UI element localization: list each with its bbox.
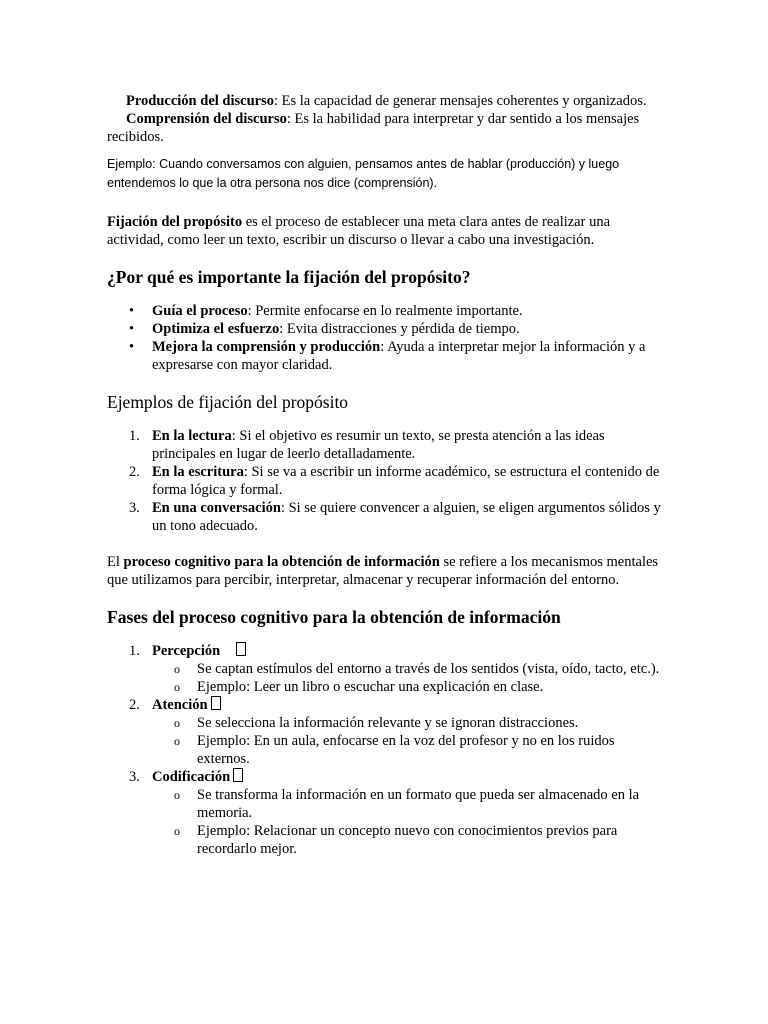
item-term: Guía el proceso <box>152 303 248 319</box>
sub-list <box>152 714 663 768</box>
comprension-term: Comprensión del discurso <box>126 111 287 127</box>
list-item <box>107 642 663 696</box>
comprension-text: : Es la habilidad para interpretar y dar sentido a los mensajes recibidos. <box>107 111 640 145</box>
item-term: Mejora la comprensión y producción <box>152 339 381 355</box>
item-number: 3. <box>129 769 140 785</box>
item-term: Optimiza el esfuerzo <box>152 321 280 337</box>
list-item <box>107 427 663 463</box>
fijacion-paragraph <box>107 213 663 249</box>
comprension-definition <box>107 110 663 146</box>
item-number: 2. <box>129 697 140 713</box>
item-text: : Permite enfocarse en lo realmente importante. <box>247 303 523 319</box>
fases-heading: Fases del proceso cognitivo para la obtención de información <box>107 607 561 627</box>
sub-item: o Se captan estímulos del entorno a través de los sentidos (vista, oído, tacto, etc.). <box>152 660 663 678</box>
list-item <box>107 302 663 320</box>
item-text: : Si se quiere convencer a alguien, se eligen argumentos sólidos y un tono adecuado. <box>152 500 661 534</box>
ejemplos-list <box>107 427 663 535</box>
placeholder-glyph-icon <box>233 768 243 782</box>
proceso-term: proceso cognitivo para la obtención de información <box>123 554 440 570</box>
sub-item: o Ejemplo: Relacionar un concepto nuevo con conocimientos previos para recordarlo mejor. <box>152 822 663 858</box>
produccion-definition <box>107 92 663 110</box>
item-term: Codificación <box>152 769 231 785</box>
sub-list <box>152 786 663 858</box>
proceso-paragraph <box>107 553 663 589</box>
item-text: : Si el objetivo es resumir un texto, se presta atención a las ideas principales en lugar de leerlo detalladamente. <box>152 428 605 462</box>
list-item <box>107 499 663 535</box>
produccion-term: Producción del discurso <box>126 93 274 109</box>
item-term: Percepción <box>152 643 221 659</box>
importancia-heading: ¿Por qué es importante la fijación del propósito? <box>107 267 471 287</box>
item-text: : Evita distracciones y pérdida de tiempo. <box>279 321 520 337</box>
placeholder-glyph-icon <box>211 696 221 710</box>
item-text: : Si se va a escribir un informe académico, se estructura el contenido de forma lógica y formal. <box>152 464 660 498</box>
fijacion-text: es el proceso de establecer una meta clara antes de realizar una actividad, como leer un texto, escribir un discurso o llevar a cabo una investigación. <box>107 214 611 248</box>
item-number: 1. <box>129 428 140 444</box>
list-item <box>107 320 663 338</box>
fases-list <box>107 642 663 858</box>
item-term: En una conversación <box>152 500 281 516</box>
proceso-before: El <box>107 554 124 570</box>
list-item <box>107 768 663 858</box>
item-term: Atención <box>152 697 208 713</box>
list-item <box>107 338 663 374</box>
ejemplo-paragraph: Ejemplo: Cuando conversamos con alguien, pensamos antes de hablar (producción) y luego entendemos lo que la otra persona nos dice (comprensión). <box>107 157 620 190</box>
sub-item: o Se transforma la información en un formato que pueda ser almacenado en la memoria. <box>152 786 663 822</box>
proceso-text: se refiere a los mecanismos mentales que utilizamos para percibir, interpretar, almacenar y recuperar información del entorno. <box>107 554 659 588</box>
sub-item: o Se selecciona la información relevante y se ignoran distracciones. <box>152 714 663 732</box>
sub-item: o Ejemplo: En un aula, enfocarse en la voz del profesor y no en los ruidos externos. <box>152 732 663 768</box>
ejemplos-heading: Ejemplos de fijación del propósito <box>107 392 349 412</box>
placeholder-glyph-icon <box>236 642 246 656</box>
item-text: : Ayuda a interpretar mejor la información y a expresarse con mayor claridad. <box>152 339 646 373</box>
list-item <box>107 463 663 499</box>
sub-item: o Ejemplo: Leer un libro o escuchar una explicación en clase. <box>152 678 663 696</box>
importancia-list <box>107 302 663 374</box>
item-number: 2. <box>129 464 140 480</box>
item-number: 3. <box>129 500 140 516</box>
fijacion-term: Fijación del propósito <box>107 214 243 230</box>
produccion-text: : Es la capacidad de generar mensajes coherentes y organizados. <box>273 93 647 109</box>
document-body <box>107 92 663 858</box>
item-term: En la lectura <box>152 428 232 444</box>
sub-list <box>152 660 663 696</box>
item-number: 1. <box>129 643 140 659</box>
list-item <box>107 696 663 768</box>
item-term: En la escritura <box>152 464 244 480</box>
